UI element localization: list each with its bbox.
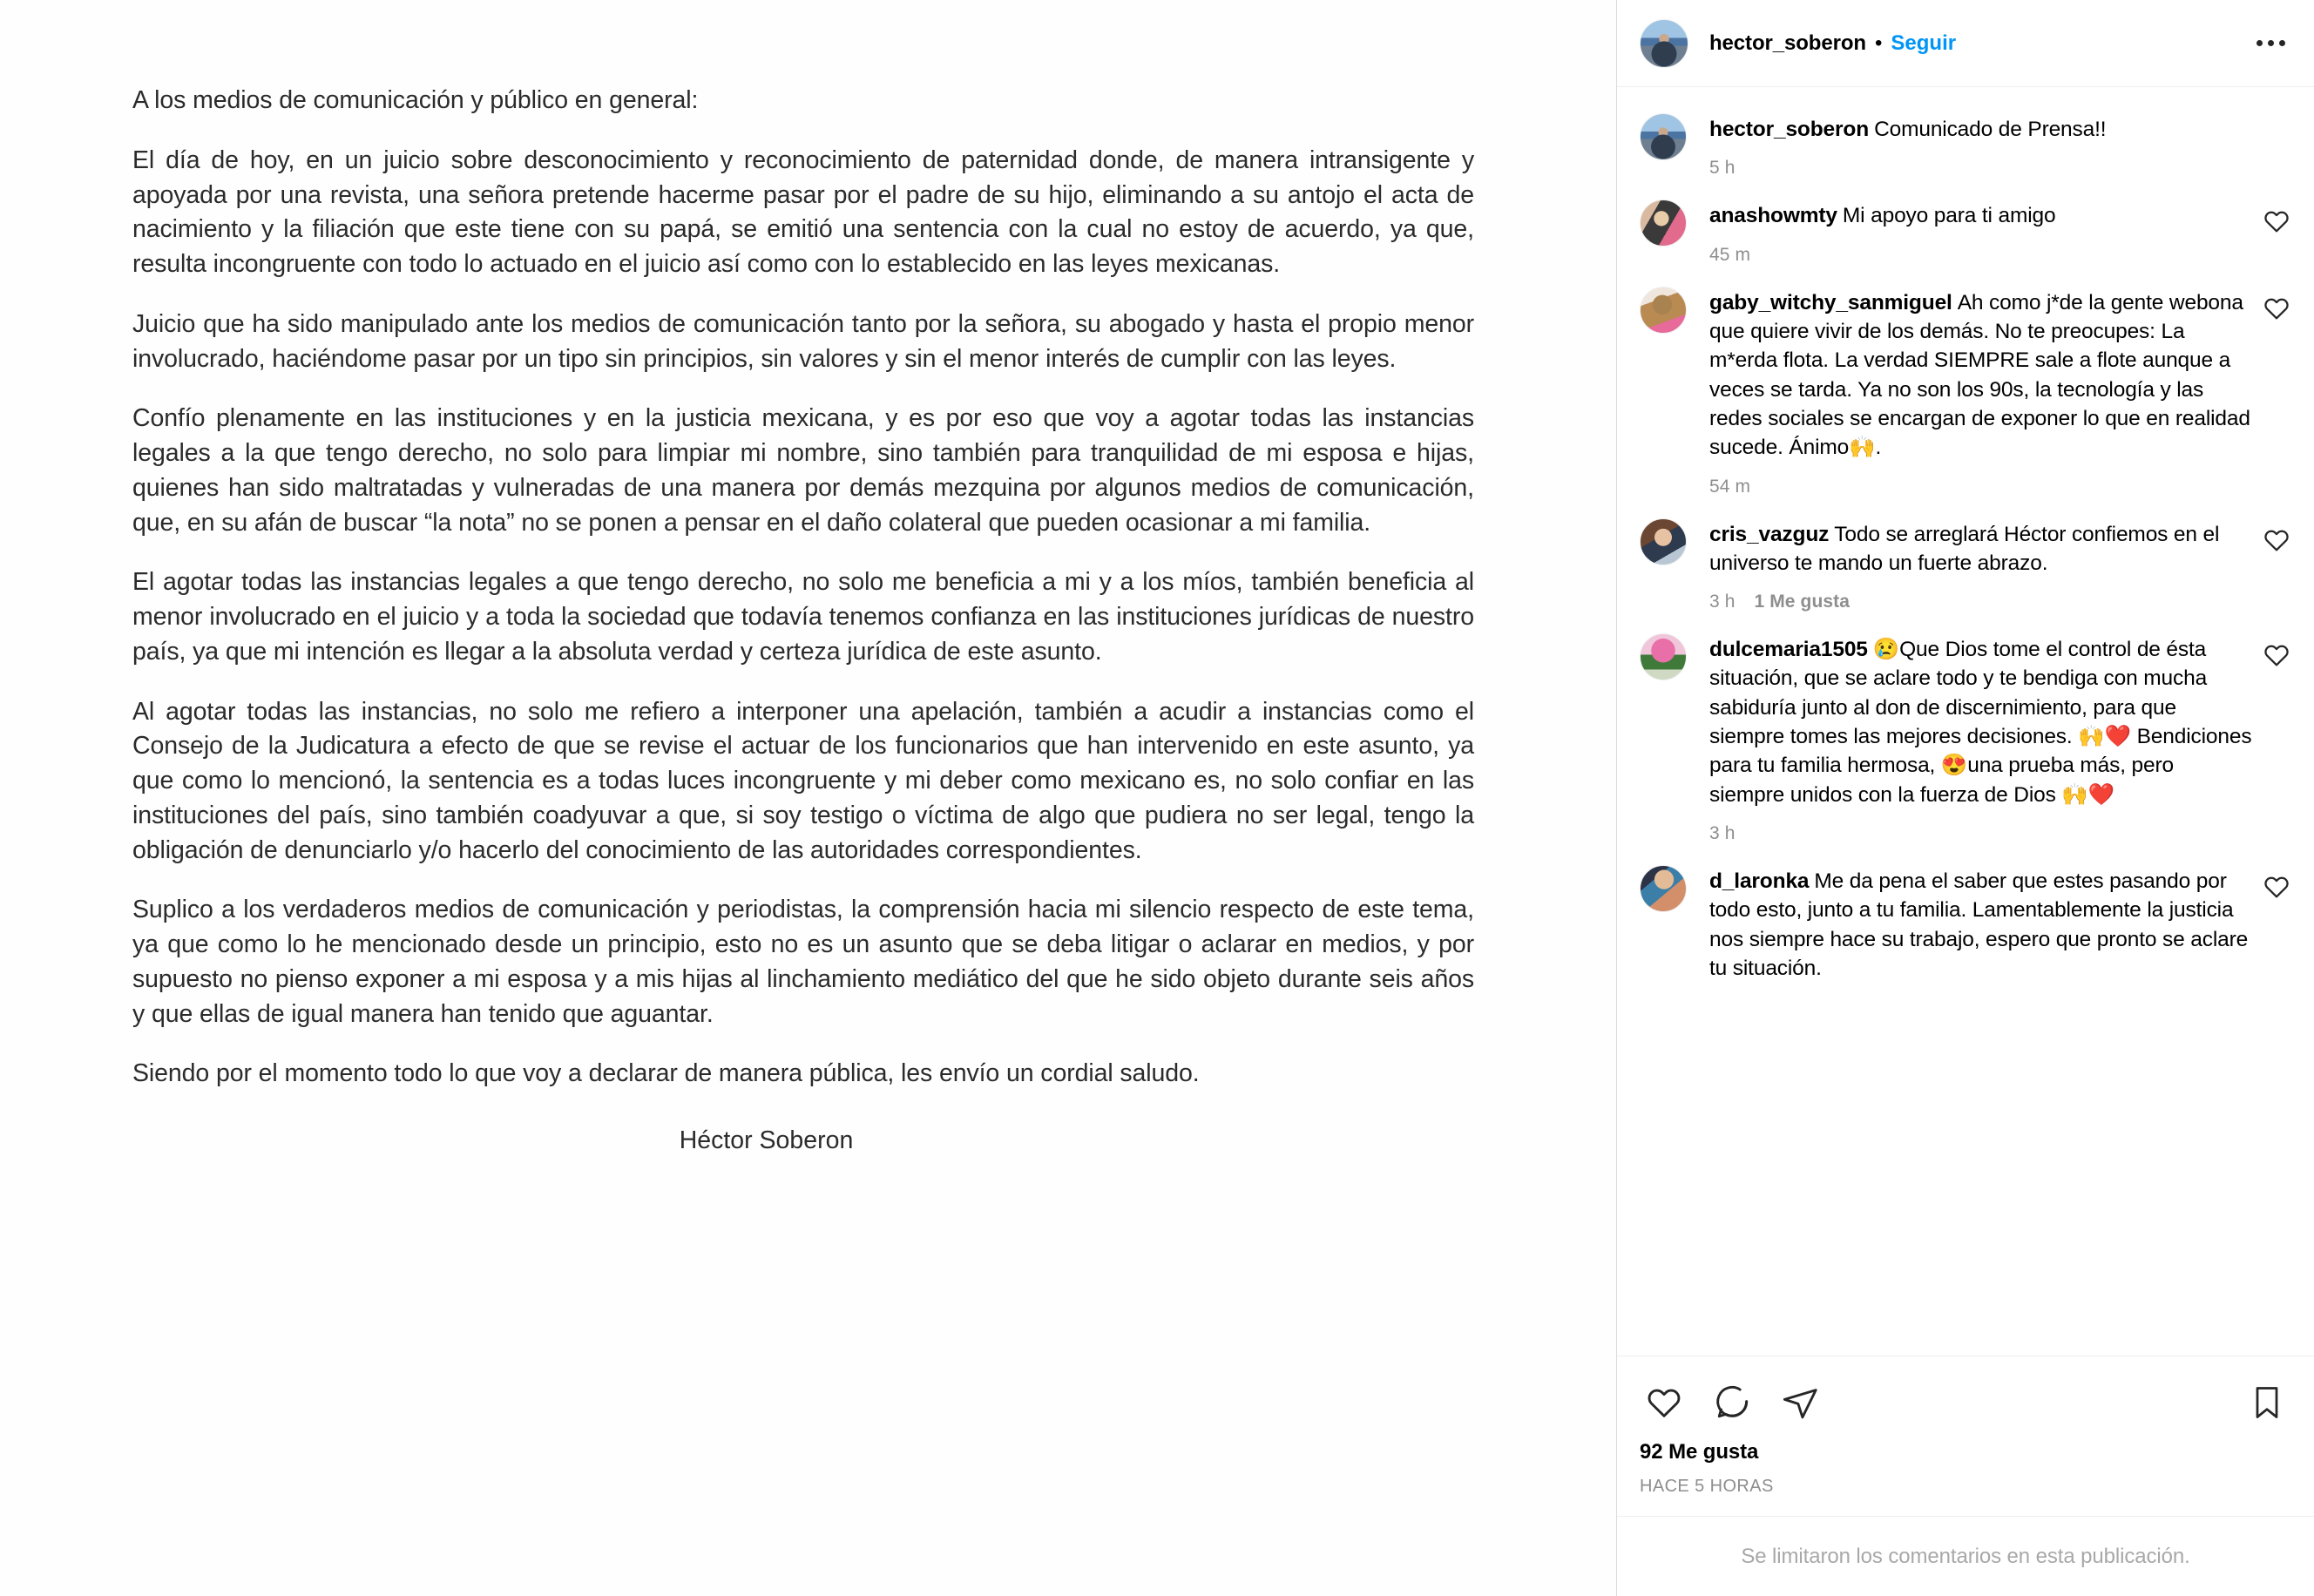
comment-text — [1709, 201, 2253, 230]
comment-text — [1709, 520, 2253, 578]
comment-content: 😢Que Dios tome el control de ésta situación, que se aclare todo y te bendiga con mucha sabiduría junto al don de discernimiento, para que siempre tomes las mejores decisiones. 🙌❤️ Bendiciones para tu familia hermosa, 😍una prueba más, pero siempre unidos con la fuerza de Dios 🙌❤️ — [1709, 638, 2252, 807]
heart-icon[interactable] — [2262, 294, 2291, 323]
document-paragraph: Confío plenamente en las instituciones y en la justicia mexicana, y es por eso que voy a agotar todas las instancias legales a la que tengo derecho, no solo para limpiar mi nombre, sino también para tranquilidad de mi esposa e hijas, quienes han sido maltratadas y vulneradas de una manera por demás mezquina por algunos medios de comunicación, que, en su afán de buscar “la nota” no se ponen a pensar en el daño colateral que pueden ocasionar a mi familia. — [132, 404, 1474, 537]
limited-comments-note: Se limitaron los comentarios en esta publicación. — [1741, 1544, 2190, 1568]
comment-body — [1709, 633, 2253, 844]
list-item — [1640, 287, 2291, 497]
avatar[interactable] — [1640, 200, 1687, 247]
comment-username[interactable]: d_laronka — [1709, 869, 1810, 893]
post-actions — [1617, 1356, 2314, 1516]
comment-body — [1709, 200, 2253, 265]
share-icon[interactable] — [1776, 1378, 1824, 1427]
follow-button[interactable]: Seguir — [1891, 30, 1957, 55]
comment-text — [1709, 867, 2253, 983]
post-timestamp: HACE 5 HORAS — [1640, 1477, 1774, 1496]
list-item — [1640, 865, 2291, 983]
post-author-username[interactable]: hector_soberon — [1709, 30, 1866, 55]
comment-body — [1709, 865, 2253, 983]
comment-body — [1709, 287, 2253, 497]
avatar[interactable] — [1640, 113, 1687, 160]
document-signature: Héctor Soberon — [679, 1126, 854, 1154]
document-paragraph: Siendo por el momento todo lo que voy a declarar de manera pública, les envío un cordial saludo. — [132, 1059, 1200, 1088]
comments-list[interactable] — [1617, 87, 2314, 1356]
comment-timestamp: 3 h — [1709, 592, 1736, 612]
action-row — [1640, 1376, 2291, 1430]
post-caption — [1640, 113, 2291, 179]
more-options-icon[interactable] — [2251, 24, 2290, 63]
dot — [2268, 40, 2274, 46]
document-paragraph: El agotar todas las instancias legales a que tengo derecho, no solo me beneficia a mi y a los míos, también beneficia al menor involucrado en el juicio y a toda la sociedad que todavía tenemos confianza en las instituciones jurídicas de nuestro país, ya que mi intención es llegar a la absoluta verdad y certeza jurídica de este asunto. — [132, 568, 1474, 666]
document-text-body — [132, 84, 1474, 1092]
bookmark-icon[interactable] — [2243, 1378, 2291, 1427]
list-item — [1640, 633, 2291, 844]
comment-username[interactable]: cris_vazguz — [1709, 522, 1830, 546]
comment-username[interactable]: dulcemaria1505 — [1709, 638, 1868, 662]
heart-icon[interactable] — [2262, 206, 2291, 236]
caption-content: Comunicado de Prensa!! — [1874, 118, 2107, 141]
comment-meta — [1709, 245, 2253, 266]
dot — [2279, 40, 2285, 46]
comment-icon[interactable] — [1708, 1378, 1756, 1427]
comment-timestamp: 45 m — [1709, 244, 1751, 265]
dot — [2256, 40, 2263, 46]
comment-username[interactable]: gaby_witchy_sanmiguel — [1709, 290, 1952, 314]
likes-count[interactable]: 92 Me gusta — [1640, 1440, 1759, 1464]
comment-content: Ah como j*de la gente webona que quiere vivir de los demás. No te preocupes: La m*erda flota. La verdad SIEMPRE sale a flote aunque a veces se tarda. Ya no son los 90s, la tecnología y las redes sociales se encargan de exponer lo que en realidad sucede. Ánimo🙌. — [1709, 290, 2250, 460]
comment-content: Me da pena el saber que estes pasando por todo esto, junto a tu familia. Lamentablemente la justicia nos siempre hace su trabajo, espero que pronto se aclare tu situación. — [1709, 869, 2249, 980]
list-item — [1640, 518, 2291, 613]
heart-icon[interactable] — [2262, 640, 2291, 670]
heart-icon[interactable] — [2262, 872, 2291, 902]
comment-meta — [1709, 477, 2253, 497]
comment-timestamp: 54 m — [1709, 476, 1751, 497]
caption-username[interactable]: hector_soberon — [1709, 118, 1870, 141]
document-paragraph: Juicio que ha sido manipulado ante los medios de comunicación tanto por la señora, su abogado y hasta el propio menor involucrado, haciéndome pasar por un tipo sin principios, sin valores y sin el menor interés de cumplir con las leyes. — [132, 309, 1474, 373]
heart-icon[interactable] — [2262, 525, 2291, 555]
comment-body — [1709, 518, 2253, 613]
list-item — [1640, 200, 2291, 265]
post-sidebar — [1616, 0, 2314, 1596]
post-author — [1709, 31, 2251, 56]
comment-content: Mi apoyo para ti amigo — [1842, 204, 2056, 228]
avatar[interactable] — [1640, 518, 1687, 565]
caption-timestamp: 5 h — [1709, 158, 1736, 179]
comment-username[interactable]: anashowmty — [1709, 204, 1837, 228]
separator-dot: • — [1874, 30, 1883, 55]
avatar[interactable] — [1640, 19, 1688, 68]
caption-meta — [1709, 158, 2291, 179]
document-paragraph: El día de hoy, en un juicio sobre desconocimiento y reconocimiento de paternidad donde, de manera intransigente y apoyada por una revista, una señora pretende hacerme pasar por el padre de su hijo, eliminando a su antojo el acta de nacimiento y la filiación que este tiene con su papá, se emitió una sentencia con la cual no estoy de acuerdo, ya que, resulta incongruente con todo lo actuado en el juicio así como con lo establecido en las leyes mexicanas. — [132, 145, 1474, 278]
comment-meta — [1709, 823, 2253, 844]
comment-content: Todo se arreglará Héctor confiemos en el universo te mando un fuerte abrazo. — [1709, 522, 2220, 575]
comment-text — [1709, 635, 2253, 809]
like-icon[interactable] — [1640, 1378, 1688, 1427]
document-salutation: A los medios de comunicación y público en general: — [132, 86, 699, 114]
comment-timestamp: 3 h — [1709, 823, 1736, 843]
caption-body — [1709, 113, 2291, 179]
caption-text — [1709, 115, 2291, 144]
document-paragraph: Suplico a los verdaderos medios de comunicación y periodistas, la comprensión hacia mi silencio respecto de este tema, ya que como lo he mencionado desde un principio, esto no es un asunto que se deba litigar o aclarar en medios, y por supuesto no pienso exponer a mi esposa y a mis hijas al linchamiento mediático del que he sido objeto durante seis años y que ellas de igual manera han tenido que aguantar. — [132, 896, 1474, 1028]
document-paragraph: Al agotar todas las instancias, no solo me refiero a interponer una apelación, también a acudir a instancias como el Consejo de la Judicatura a efecto de que se revise el actuar de los funcionarios que han intervenido en este asunto, ya que como lo mencionó, la sentencia es a todas luces incongruente y mi deber como mexicano es, no solo confiar en las instituciones del país, sino también coadyuvar a que, si soy testigo o víctima de algo que pudiera no ser legal, tengo la obligación de denunciarlo y/o hacerlo del conocimiento de las autoridades correspondientes. — [132, 697, 1474, 864]
avatar[interactable] — [1640, 865, 1687, 912]
comment-text — [1709, 288, 2253, 463]
comment-meta — [1709, 592, 2253, 612]
comment-input-bar — [1617, 1516, 2314, 1596]
comment-likes[interactable]: 1 Me gusta — [1754, 592, 1851, 612]
avatar[interactable] — [1640, 633, 1687, 680]
avatar[interactable] — [1640, 287, 1687, 334]
post-header — [1617, 0, 2314, 87]
